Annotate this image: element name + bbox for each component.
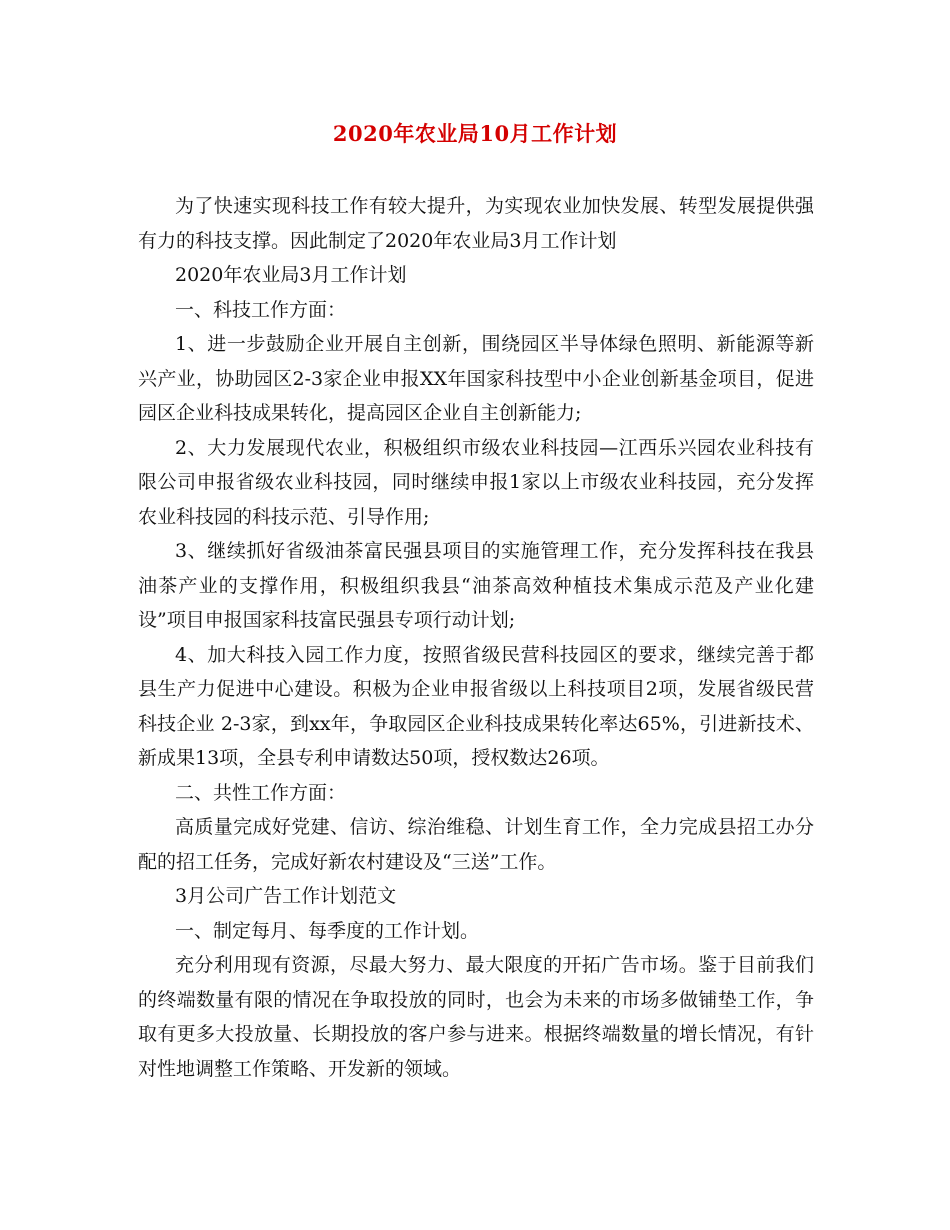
paragraph-item-4: 4、加大科技入园工作力度，按照省级民营科技园区的要求，继续完善于都县生产力促进中心建设。积极为企业申报省级以上科技项目2项，发展省级民营科技企业 2-3家，到xx年，争取园区企业科技成果转化率达65%，引进新技术、新成果13项，全县专利申请数达50项，授权数达26项。 (138, 643, 814, 769)
paragraph-ad-market: 充分利用现有资源，尽最大努力、最大限度的开拓广告市场。鉴于目前我们的终端数量有限的情况在争取投放的同时，也会为未来的市场多做铺垫工作，争取有更多大投放量、长期投放的客户参与进来。根据终端数量的增长情况，有针对性地调整工作策略、开发新的领域。 (138, 954, 814, 1080)
document-body (138, 189, 814, 1086)
paragraph-ad-plan-heading: 3月公司广告工作计划范文 (175, 885, 397, 907)
paragraph-item-1: 1、进一步鼓励企业开展自主创新，围绕园区半导体绿色照明、新能源等新兴产业，协助园区2-3家企业申报XX年国家科技型中小企业创新基金项目，促进园区企业科技成果转化，提高园区企业自主创新能力; (138, 333, 814, 424)
document-title: 2020年农业局10月工作计划 (332, 121, 618, 146)
paragraph-intro: 为了快速实现科技工作有较大提升，为实现农业加快发展、转型发展提供强有力的科技支撑。因此制定了2020年农业局3月工作计划 (138, 195, 814, 252)
section-heading-common: 二、共性工作方面： (175, 781, 347, 804)
section-heading-tech: 一、科技工作方面： (175, 298, 347, 321)
paragraph-plan-heading: 2020年农业局3月工作计划 (175, 264, 407, 286)
paragraph-item-2: 2、大力发展现代农业，积极组织市级农业科技园—江西乐兴园农业科技有限公司申报省级农业科技园，同时继续申报1家以上市级农业科技园，充分发挥农业科技园的科技示范、引导作用; (138, 436, 814, 528)
section-heading-monthly-plan: 一、制定每月、每季度的工作计划。 (175, 919, 480, 942)
paragraph-common-work: 高质量完成好党建、信访、综治维稳、计划生育工作，全力完成县招工办分配的招工任务，完成好新农村建设及“三送”工作。 (138, 816, 814, 873)
paragraph-item-3: 3、继续抓好省级油茶富民强县项目的实施管理工作，充分发挥科技在我县油茶产业的支撑作用，积极组织我县“油茶高效种植技术集成示范及产业化建设”项目申报国家科技富民强县专项行动计划; (138, 540, 814, 631)
